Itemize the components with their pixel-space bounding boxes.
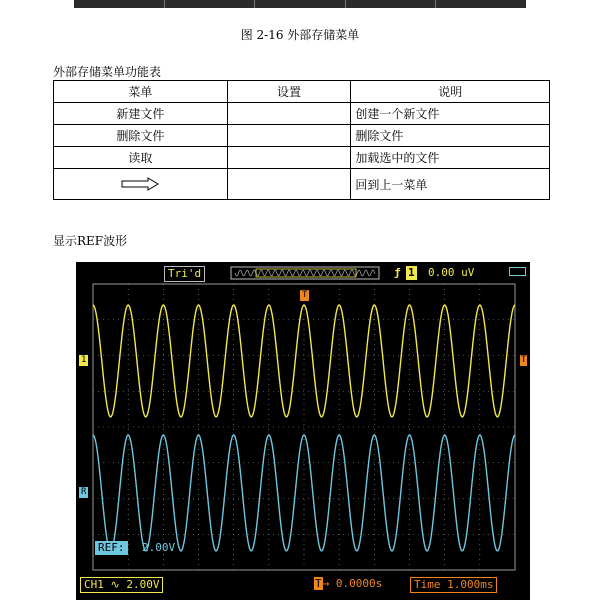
ac-coupling-icon: ∿	[110, 578, 120, 591]
header-menu: 菜单	[54, 81, 228, 103]
trigger-status: Tri'd	[164, 266, 205, 282]
table-row	[54, 125, 550, 147]
time-offset-readout: T→ 0.0000s	[315, 577, 383, 590]
ref-scale: 2.00V	[142, 541, 176, 554]
battery-icon	[509, 267, 526, 276]
external-storage-menu-table	[53, 80, 550, 200]
figure-caption: 图 2-16 外部存储菜单	[240, 28, 360, 42]
timebase-readout: Time 1.000ms	[410, 577, 497, 593]
table-row	[54, 147, 550, 169]
trigger-level: 0.00 uV	[428, 266, 475, 279]
previous-figure-bar	[74, 0, 526, 8]
menu-cell: 删除文件	[54, 125, 228, 147]
table-row	[54, 169, 550, 200]
ch1-waveform	[93, 305, 515, 417]
setting-cell	[227, 169, 351, 200]
desc-cell: 删除文件	[351, 125, 550, 147]
menu-cell	[54, 169, 228, 200]
ch1-ground-marker: 1	[81, 355, 87, 365]
table-row	[54, 103, 550, 125]
trigger-edge-icon: ƒ	[394, 266, 401, 279]
ref-waveform	[93, 435, 515, 551]
ch1-scale-readout: CH1 ∿ 2.00V	[80, 577, 163, 593]
setting-cell	[227, 103, 351, 125]
header-desc: 说明	[351, 81, 550, 103]
setting-cell	[227, 147, 351, 169]
menu-cell: 读取	[54, 147, 228, 169]
right-arrow-icon	[120, 177, 160, 191]
ref-ground-marker: R	[81, 487, 87, 497]
setting-cell	[227, 125, 351, 147]
table-header-row	[54, 81, 550, 103]
oscilloscope-screen	[76, 262, 530, 600]
trigger-position-marker: T	[302, 290, 308, 300]
ref-section-title: 显示REF波形	[53, 234, 128, 248]
header-setting: 设置	[227, 81, 351, 103]
desc-cell: 回到上一菜单	[351, 169, 550, 200]
trigger-level-marker: T	[521, 355, 527, 365]
table-title: 外部存储菜单功能表	[53, 65, 162, 79]
desc-cell: 创建一个新文件	[351, 103, 550, 125]
ref-label: REF:	[95, 541, 128, 555]
menu-cell: 新建文件	[54, 103, 228, 125]
desc-cell: 加载选中的文件	[351, 147, 550, 169]
trigger-source-badge: 1	[408, 266, 415, 279]
trigger-offset-icon: T	[315, 577, 322, 590]
